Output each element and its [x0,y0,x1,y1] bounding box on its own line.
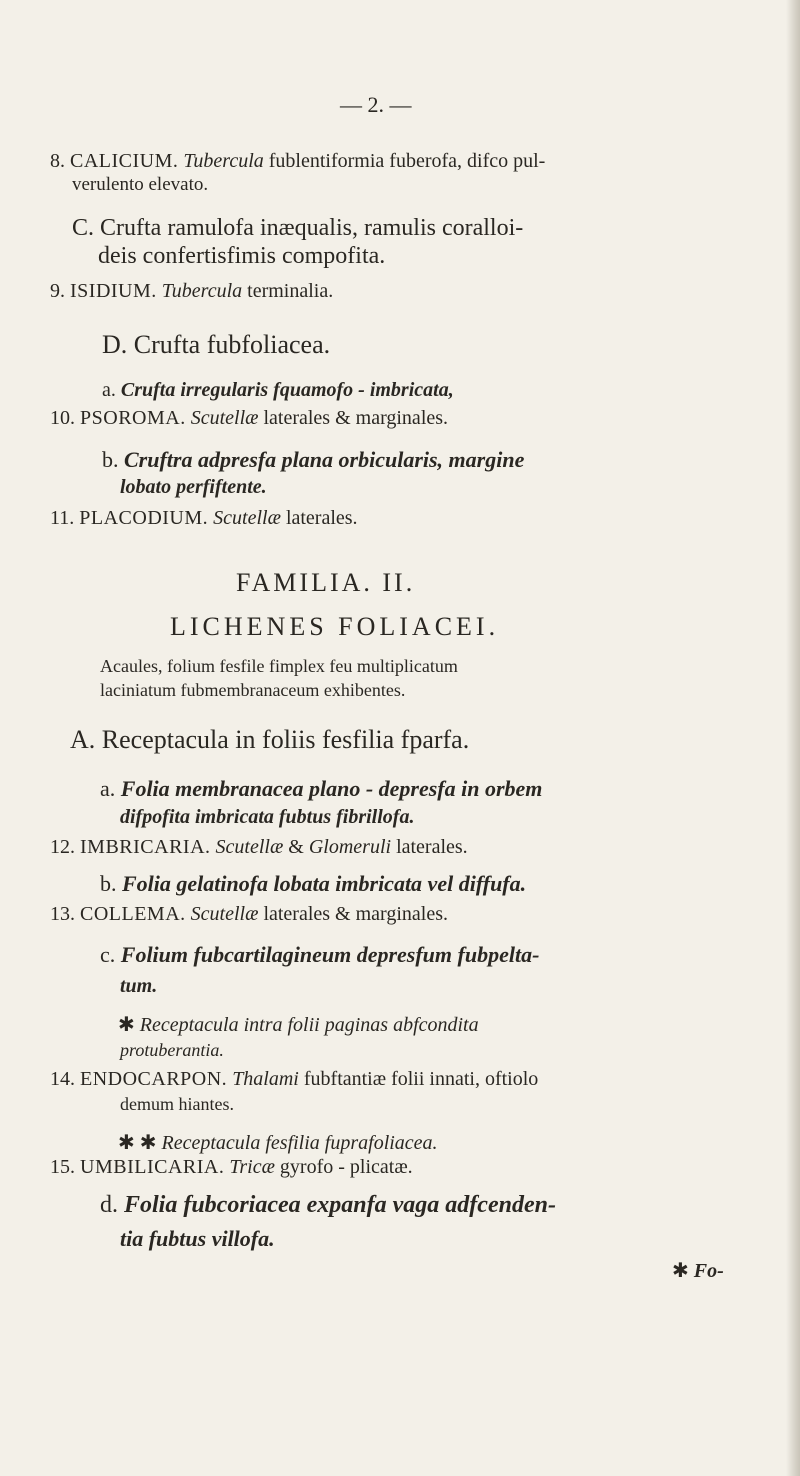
description-text: fubftantiæ folii innati, oftiolo [303,1068,539,1090]
subsection-b [102,447,524,473]
subsection-a-folia [100,776,542,802]
asterisk-icon: ✱ [118,1014,135,1036]
entry-number: 12. [50,836,75,858]
subsection-text: Folia membranacea plano - depresfa in orbem [120,776,543,801]
catchword-text: Fo- [693,1260,724,1282]
double-asterisk-icon: ✱ ✱ [118,1132,157,1154]
subsection-letter: d. [100,1192,118,1218]
entry-number: 11. [50,507,75,529]
familia-description-line1: Acaules, folium fesfile fimplex feu multiplicatum [100,656,458,676]
subsection-letter: a. [100,776,116,801]
entry-number: 13. [50,903,75,925]
subsection-text: Cruftra adpresfa plana orbicularis, margine [124,447,525,472]
section-c [72,215,523,242]
ampersand: & [288,836,304,858]
page-edge-shadow [786,0,800,1476]
entry-endocarpon [50,1068,538,1091]
entry-number: 10. [50,407,75,429]
entry-umbilicaria [50,1156,413,1179]
description-italic: Scutellæ [190,903,259,925]
familia-description-line2: laciniatum fubmembranaceum exhibentes. [100,680,406,700]
asterisk-icon: ✱ [672,1260,689,1282]
section-text: Receptacula in foliis fesfilia fparfa. [101,725,470,754]
entry-number: 14. [50,1068,75,1090]
genus-name: IMBRICARIA. [80,836,211,858]
subsection-b-continuation: lobato perfiftente. [120,476,267,498]
description-italic: Tricæ [229,1156,275,1178]
entry-placodium [50,507,358,530]
entry-continuation: verulento elevato. [72,174,209,195]
starred-text: Receptacula fesfilia fuprafoliacea. [161,1132,438,1154]
description-text: terminalia. [247,280,334,302]
description-italic: Scutellæ [213,507,281,529]
page-number-header: — 2. — [340,92,412,117]
entry-psoroma [50,407,448,430]
section-text: Crufta ramulofa inæqualis, ramulis coralloi- [100,215,524,241]
genus-name: PSOROMA. [80,407,186,429]
genus-name: PLACODIUM. [79,507,209,529]
entry-endocarpon-continuation: demum hiantes. [120,1094,234,1114]
genus-name: ISIDIUM. [70,280,157,302]
subsection-b-folia [100,871,526,897]
description-italic: Scutellæ [190,407,259,429]
genus-name: COLLEMA. [80,903,186,925]
description-text: laterales & marginales. [263,407,449,429]
subsection-c [100,942,539,968]
genus-name: ENDOCARPON. [80,1068,228,1090]
description-text: laterales. [396,836,468,858]
familia-subtitle: LICHENES FOLIACEI. [170,612,500,641]
description-text: laterales. [285,507,358,529]
entry-calicium [50,150,545,173]
subsection-d [100,1192,556,1219]
section-text: Crufta fubfoliacea. [133,330,331,359]
description-italic: Tubercula [183,150,264,172]
section-letter: D. [102,330,128,359]
section-c-continuation: deis confertisfimis compofita. [98,243,386,269]
entry-number: 9. [50,280,65,302]
subsection-d-continuation: tia fubtus villofa. [120,1226,275,1251]
section-letter: C. [72,215,95,241]
starred-note-1 [118,1012,479,1037]
entry-number: 8. [50,150,65,172]
section-d [102,330,330,360]
description-italic: Scutellæ [215,836,284,858]
description-italic: Glomeruli [308,836,392,858]
familia-title: FAMILIA. II. [236,568,416,597]
subsection-a [102,379,454,402]
genus-name: UMBILICARIA. [80,1156,225,1178]
subsection-text: Crufta irregularis fquamofo - imbricata, [120,379,454,401]
subsection-text: Folia fubcoriacea expanfa vaga adfcenden- [124,1192,556,1218]
subsection-letter: b. [102,447,119,472]
subsection-c-continuation: tum. [120,975,158,997]
description-text: laterales & marginales. [263,903,448,925]
subsection-text: Folia gelatinofa lobata imbricata vel diffufa. [122,871,527,896]
subsection-letter: a. [102,379,116,401]
subsection-a-continuation: difpofita imbricata fubtus fibrillofa. [120,806,415,828]
genus-name: CALICIUM. [70,150,179,172]
description-text: gyrofo - plicatæ. [279,1156,413,1178]
entry-isidium [50,280,333,303]
subsection-letter: b. [100,871,117,896]
entry-number: 15. [50,1156,75,1178]
section-a [70,725,469,755]
catchword [672,1258,724,1283]
starred-text: Receptacula intra folii paginas abfcondita [139,1014,479,1036]
subsection-text: Folium fubcartilagineum depresfum fubpelta- [120,942,540,967]
description-italic: Tubercula [161,280,243,302]
subsection-letter: c. [100,942,116,967]
section-letter: A. [70,725,96,754]
description-text: fublentiformia fuberofa, difco pul- [268,150,546,172]
entry-collema [50,903,448,926]
description-italic: Thalami [232,1068,299,1090]
starred-note-2 [118,1130,438,1155]
starred-note-1-continuation: protuberantia. [120,1040,224,1060]
entry-imbricaria [50,836,468,859]
